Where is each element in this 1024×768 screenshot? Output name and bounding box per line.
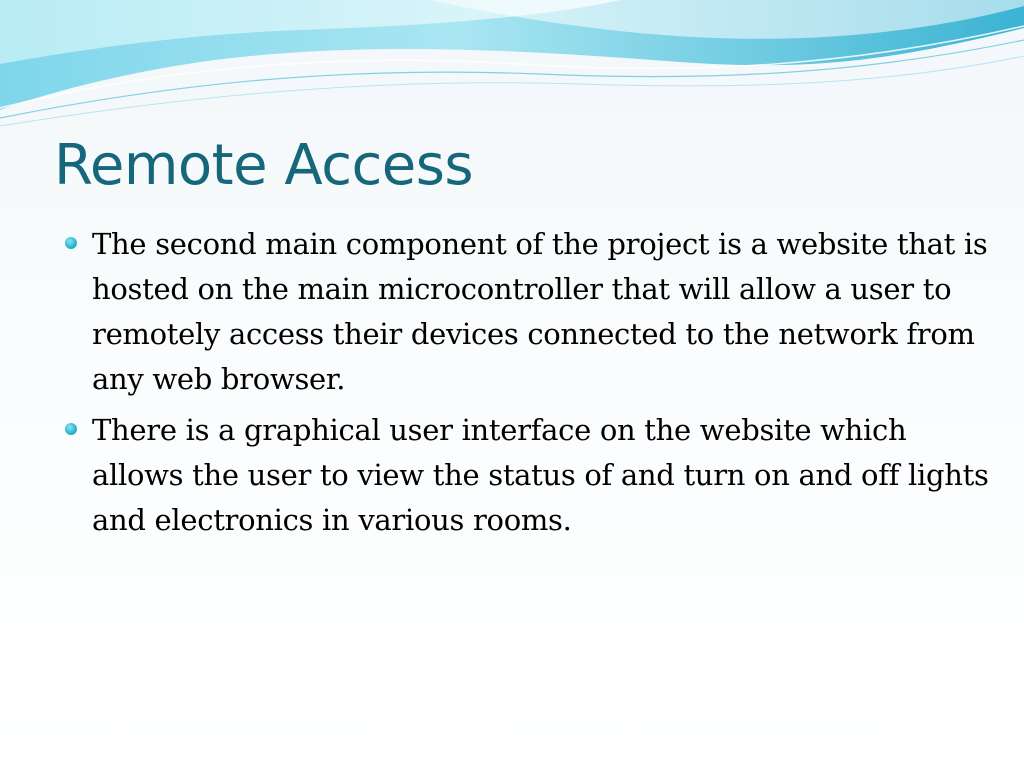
bullet-text: There is a graphical user interface on the website which allows the user to view the status of and turn on and off lights and electronics in various rooms. (92, 413, 989, 537)
bullet-list (92, 222, 992, 549)
bullet-text: The second main component of the project is a website that is hosted on the main microcontroller that will allow a user to remotely access their devices connected to the network from any web browser. (92, 227, 988, 396)
bullet-marker-icon (65, 237, 77, 249)
slide-title: Remote Access (54, 133, 474, 198)
bullet-item (92, 408, 992, 543)
bullet-item (92, 222, 992, 402)
bullet-marker-icon (65, 423, 77, 435)
decorative-wave-header (0, 0, 1024, 130)
